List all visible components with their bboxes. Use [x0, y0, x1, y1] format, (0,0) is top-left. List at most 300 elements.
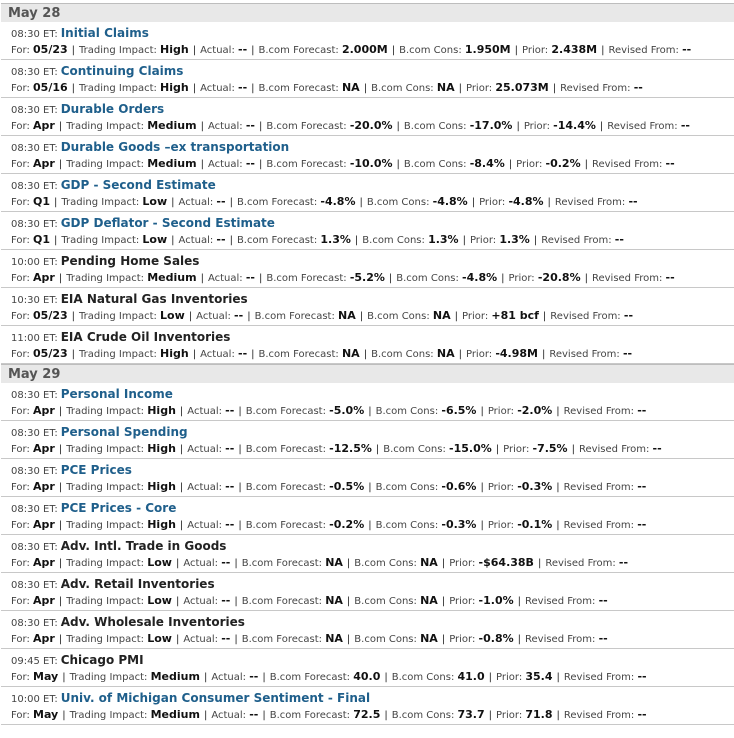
actual-value: --	[225, 404, 235, 417]
impact-value: High	[160, 347, 189, 360]
event-row	[1, 326, 734, 364]
event-headline	[11, 649, 734, 668]
separator: |	[346, 596, 351, 607]
separator: |	[258, 121, 263, 132]
prior-value: 71.8	[525, 708, 553, 721]
separator: |	[384, 710, 388, 721]
separator: |	[175, 634, 180, 645]
prior-label: Prior:	[449, 596, 476, 607]
separator: |	[556, 520, 560, 531]
impact-label: Trading Impact:	[69, 672, 148, 683]
separator: |	[480, 520, 484, 531]
forecast-label: B.com Forecast:	[241, 596, 322, 607]
revised-label: Revised From:	[563, 520, 635, 531]
event-time: 09:45 ET:	[11, 656, 58, 667]
event-row	[1, 212, 734, 250]
for-value: Apr	[33, 404, 55, 417]
revised-value: --	[637, 404, 647, 417]
for-value: Apr	[33, 594, 55, 607]
prior-value: -2.0%	[517, 404, 553, 417]
separator: |	[238, 406, 242, 417]
event-row	[1, 497, 734, 535]
for-value: Apr	[33, 442, 55, 455]
event-row	[1, 421, 734, 459]
separator: |	[179, 520, 184, 531]
separator: |	[480, 406, 484, 417]
actual-value: --	[234, 309, 244, 322]
prior-value: +81 bcf	[491, 309, 539, 322]
separator: |	[556, 406, 560, 417]
actual-label: Actual:	[187, 520, 222, 531]
separator: |	[258, 159, 263, 170]
for-label: For:	[11, 349, 30, 360]
revised-value: --	[637, 518, 647, 531]
forecast-label: B.com Forecast:	[245, 406, 326, 417]
revised-label: Revised From:	[591, 273, 663, 284]
separator: |	[547, 197, 551, 208]
prior-label: Prior:	[449, 558, 476, 569]
actual-value: --	[221, 594, 231, 607]
consensus-value: -6.5%	[441, 404, 477, 417]
consensus-value: NA	[436, 81, 455, 94]
prior-value: 25.073M	[495, 81, 549, 94]
for-label: For:	[11, 273, 30, 284]
day-header: May 28	[1, 3, 734, 22]
separator: |	[179, 444, 184, 455]
consensus-label: B.com Cons:	[403, 121, 467, 132]
separator: |	[58, 121, 63, 132]
event-title-link[interactable]: Personal Income	[60, 387, 173, 401]
actual-value: --	[245, 271, 255, 284]
consensus-label: B.com Cons:	[366, 197, 430, 208]
separator: |	[229, 197, 233, 208]
revised-value: --	[622, 347, 633, 360]
event-title-link[interactable]: Continuing Claims	[60, 64, 184, 78]
separator: |	[251, 349, 255, 360]
prior-value: -0.3%	[517, 480, 553, 493]
revised-value: --	[682, 43, 692, 56]
separator: |	[188, 311, 193, 322]
revised-label: Revised From:	[549, 349, 620, 360]
for-value: Apr	[33, 157, 55, 170]
event-details	[11, 79, 734, 96]
revised-value: --	[637, 480, 647, 493]
separator: |	[517, 596, 521, 607]
event-time: 10:30 ET:	[11, 295, 58, 306]
event-details	[11, 231, 734, 248]
event-details	[11, 554, 734, 571]
revised-value: --	[680, 119, 690, 132]
separator: |	[200, 273, 204, 284]
event-row	[1, 98, 734, 136]
separator: |	[54, 235, 58, 246]
separator: |	[480, 482, 484, 493]
separator: |	[238, 520, 242, 531]
separator: |	[200, 121, 204, 132]
event-title: Chicago PMI	[60, 653, 144, 667]
event-details	[11, 630, 734, 647]
separator: |	[58, 482, 63, 493]
revised-value: --	[665, 271, 675, 284]
prior-label: Prior:	[449, 634, 476, 645]
revised-label: Revised From:	[560, 83, 631, 94]
separator: |	[391, 45, 396, 56]
consensus-label: B.com Cons:	[375, 482, 439, 493]
impact-value: High	[160, 81, 189, 94]
impact-label: Trading Impact:	[79, 349, 157, 360]
separator: |	[179, 482, 184, 493]
consensus-label: B.com Cons:	[354, 634, 417, 645]
for-value: 05/23	[33, 43, 68, 56]
for-label: For:	[11, 83, 30, 94]
separator: |	[556, 672, 560, 683]
separator: |	[599, 121, 604, 132]
impact-label: Trading Impact:	[66, 406, 145, 417]
forecast-value: NA	[341, 81, 360, 94]
consensus-value: NA	[420, 594, 438, 607]
event-time: 08:30 ET:	[11, 428, 58, 439]
separator: |	[441, 634, 446, 645]
event-time: 08:30 ET:	[11, 542, 58, 553]
prior-label: Prior:	[462, 311, 489, 322]
prior-label: Prior:	[487, 520, 514, 531]
separator: |	[571, 444, 575, 455]
impact-label: Trading Impact:	[69, 710, 148, 721]
prior-value: -14.4%	[553, 119, 596, 132]
consensus-label: B.com Cons:	[403, 159, 467, 170]
for-value: May	[33, 670, 59, 683]
for-label: For:	[11, 710, 30, 721]
event-row	[1, 174, 734, 212]
forecast-label: B.com Forecast:	[245, 482, 326, 493]
revised-label: Revised From:	[578, 444, 650, 455]
actual-label: Actual:	[187, 444, 222, 455]
revised-label: Revised From:	[554, 197, 626, 208]
consensus-label: B.com Cons:	[391, 672, 455, 683]
separator: |	[262, 672, 266, 683]
event-time: 08:30 ET:	[11, 504, 58, 515]
separator: |	[533, 235, 538, 246]
impact-label: Trading Impact:	[61, 197, 140, 208]
for-label: For:	[11, 444, 30, 455]
actual-label: Actual:	[187, 482, 222, 493]
actual-value: --	[225, 442, 235, 455]
actual-value: --	[216, 195, 226, 208]
event-title: EIA Crude Oil Inventories	[60, 330, 231, 344]
forecast-label: B.com Forecast:	[266, 159, 347, 170]
event-title-link[interactable]: PCE Prices	[60, 463, 132, 477]
consensus-value: -17.0%	[469, 119, 513, 132]
forecast-value: -0.5%	[329, 480, 365, 493]
separator: |	[388, 273, 393, 284]
for-label: For:	[11, 596, 30, 607]
separator: |	[354, 235, 359, 246]
prior-label: Prior:	[479, 197, 506, 208]
event-title-link[interactable]: Durable Orders	[60, 102, 165, 116]
revised-label: Revised From:	[550, 311, 621, 322]
actual-value: --	[249, 708, 259, 721]
event-headline	[11, 174, 734, 193]
event-details	[11, 345, 734, 362]
prior-label: Prior:	[487, 482, 514, 493]
actual-label: Actual:	[200, 83, 235, 94]
separator: |	[58, 558, 63, 569]
consensus-label: B.com Cons:	[354, 596, 417, 607]
separator: |	[363, 349, 368, 360]
event-details	[11, 269, 734, 286]
separator: |	[516, 121, 520, 132]
impact-label: Trading Impact:	[79, 83, 157, 94]
event-time: 08:30 ET:	[11, 105, 58, 116]
actual-value: --	[238, 81, 248, 94]
separator: |	[71, 349, 76, 360]
actual-value: --	[221, 556, 231, 569]
prior-value: -4.8%	[508, 195, 544, 208]
forecast-value: 72.5	[353, 708, 381, 721]
event-time: 11:00 ET:	[11, 333, 58, 344]
event-row	[1, 250, 734, 288]
separator: |	[368, 482, 372, 493]
separator: |	[488, 672, 493, 683]
consensus-value: NA	[436, 347, 455, 360]
impact-value: Low	[142, 195, 168, 208]
separator: |	[203, 672, 208, 683]
consensus-value: 73.7	[457, 708, 485, 721]
prior-label: Prior:	[469, 235, 497, 246]
event-row	[1, 459, 734, 497]
actual-label: Actual:	[207, 273, 243, 284]
separator: |	[384, 672, 388, 683]
forecast-label: B.com Forecast:	[269, 710, 351, 721]
prior-value: -20.8%	[537, 271, 581, 284]
consensus-value: -4.8%	[462, 271, 498, 284]
for-label: For:	[11, 672, 30, 683]
impact-value: High	[147, 404, 176, 417]
separator: |	[441, 596, 446, 607]
event-headline	[11, 98, 734, 117]
event-details	[11, 478, 734, 495]
separator: |	[200, 159, 204, 170]
consensus-label: B.com Cons:	[362, 235, 425, 246]
separator: |	[58, 444, 63, 455]
event-details	[11, 117, 734, 134]
forecast-value: NA	[338, 309, 356, 322]
for-value: Apr	[33, 556, 55, 569]
event-title-link[interactable]: Initial Claims	[60, 26, 149, 40]
event-headline	[11, 22, 734, 41]
for-label: For:	[11, 121, 30, 132]
consensus-label: B.com Cons:	[391, 710, 455, 721]
event-time: 08:30 ET:	[11, 67, 58, 78]
actual-label: Actual:	[178, 197, 214, 208]
for-label: For:	[11, 558, 30, 569]
impact-label: Trading Impact:	[66, 159, 145, 170]
separator: |	[171, 197, 175, 208]
actual-value: --	[238, 43, 248, 56]
separator: |	[556, 710, 560, 721]
separator: |	[556, 482, 560, 493]
impact-value: Medium	[147, 271, 197, 284]
separator: |	[58, 273, 63, 284]
consensus-label: B.com Cons:	[383, 444, 446, 455]
consensus-label: B.com Cons:	[371, 83, 434, 94]
event-headline	[11, 497, 734, 516]
event-title-link[interactable]: Univ. of Michigan Consumer Sentiment - Final	[60, 691, 371, 705]
event-time: 08:30 ET:	[11, 219, 58, 230]
event-title-link[interactable]: PCE Prices - Core	[60, 501, 177, 515]
revised-label: Revised From:	[563, 672, 635, 683]
revised-label: Revised From:	[563, 406, 635, 417]
forecast-label: B.com Forecast:	[241, 558, 322, 569]
forecast-value: -5.2%	[349, 271, 385, 284]
revised-label: Revised From:	[525, 634, 596, 645]
event-time: 10:00 ET:	[11, 257, 58, 268]
impact-value: High	[147, 442, 176, 455]
event-row	[1, 288, 734, 326]
event-details	[11, 440, 734, 457]
consensus-value: -8.4%	[469, 157, 505, 170]
consensus-label: B.com Cons:	[396, 273, 459, 284]
separator: |	[58, 406, 63, 417]
prior-value: 2.438M	[551, 43, 598, 56]
separator: |	[359, 197, 363, 208]
event-details	[11, 516, 734, 533]
for-label: For:	[11, 235, 30, 246]
for-value: Apr	[33, 518, 55, 531]
consensus-label: B.com Cons:	[371, 349, 434, 360]
for-value: 05/16	[33, 81, 68, 94]
impact-label: Trading Impact:	[66, 596, 145, 607]
forecast-value: -0.2%	[329, 518, 365, 531]
separator: |	[62, 710, 66, 721]
revised-label: Revised From:	[563, 710, 635, 721]
separator: |	[58, 520, 63, 531]
impact-label: Trading Impact:	[66, 634, 145, 645]
event-headline	[11, 326, 734, 345]
separator: |	[552, 83, 557, 94]
separator: |	[542, 311, 547, 322]
event-row	[1, 611, 734, 649]
consensus-label: B.com Cons:	[367, 311, 430, 322]
revised-value: --	[628, 195, 638, 208]
impact-value: High	[147, 480, 176, 493]
forecast-label: B.com Forecast:	[258, 349, 339, 360]
consensus-label: B.com Cons:	[375, 520, 439, 531]
consensus-value: NA	[432, 309, 451, 322]
prior-value: -0.8%	[478, 632, 514, 645]
separator: |	[584, 159, 588, 170]
event-title: Adv. Retail Inventories	[60, 577, 215, 591]
event-headline	[11, 288, 734, 307]
separator: |	[517, 634, 521, 645]
separator: |	[71, 83, 76, 94]
forecast-value: 2.000M	[341, 43, 388, 56]
forecast-label: B.com Forecast:	[245, 520, 326, 531]
impact-value: High	[147, 518, 176, 531]
event-row	[1, 687, 734, 725]
event-headline	[11, 535, 734, 554]
prior-label: Prior:	[487, 406, 514, 417]
actual-label: Actual:	[187, 406, 222, 417]
prior-value: 35.4	[525, 670, 553, 683]
for-label: For:	[11, 45, 30, 56]
separator: |	[175, 596, 180, 607]
separator: |	[346, 634, 351, 645]
separator: |	[192, 83, 197, 94]
impact-label: Trading Impact:	[66, 482, 145, 493]
event-time: 10:00 ET:	[11, 694, 58, 705]
prior-value: -0.2%	[545, 157, 581, 170]
event-details	[11, 668, 734, 685]
separator: |	[171, 235, 175, 246]
event-title: EIA Natural Gas Inventories	[60, 292, 248, 306]
revised-label: Revised From:	[607, 121, 678, 132]
separator: |	[514, 45, 518, 56]
actual-label: Actual:	[211, 710, 247, 721]
separator: |	[251, 45, 255, 56]
impact-value: Low	[142, 233, 168, 246]
for-value: Q1	[33, 195, 51, 208]
event-headline	[11, 687, 734, 706]
impact-label: Trading Impact:	[66, 121, 145, 132]
actual-value: --	[245, 119, 255, 132]
event-title-link[interactable]: GDP Deflator - Second Estimate	[60, 216, 275, 230]
separator: |	[58, 634, 63, 645]
forecast-value: 40.0	[353, 670, 381, 683]
separator: |	[234, 596, 238, 607]
actual-label: Actual:	[183, 558, 219, 569]
event-time: 08:30 ET:	[11, 29, 58, 40]
separator: |	[462, 235, 466, 246]
consensus-label: B.com Cons:	[375, 406, 439, 417]
impact-value: Low	[160, 309, 185, 322]
event-title-link[interactable]: Durable Goods –ex transportation	[60, 140, 290, 154]
event-row	[1, 649, 734, 687]
separator: |	[584, 273, 588, 284]
separator: |	[203, 710, 208, 721]
event-title-link[interactable]: Personal Spending	[60, 425, 188, 439]
actual-value: --	[238, 347, 248, 360]
forecast-value: NA	[325, 632, 343, 645]
actual-value: --	[249, 670, 259, 683]
prior-value: -$64.38B	[478, 556, 534, 569]
forecast-label: B.com Forecast:	[236, 197, 318, 208]
event-headline	[11, 383, 734, 402]
consensus-value: 1.950M	[464, 43, 511, 56]
revised-value: --	[652, 442, 662, 455]
forecast-value: -10.0%	[349, 157, 393, 170]
forecast-value: -12.5%	[329, 442, 372, 455]
event-title-link[interactable]: GDP - Second Estimate	[60, 178, 216, 192]
separator: |	[54, 197, 58, 208]
revised-value: --	[623, 309, 634, 322]
impact-value: Medium	[147, 119, 197, 132]
separator: |	[363, 83, 368, 94]
consensus-value: -4.8%	[432, 195, 468, 208]
impact-value: Medium	[147, 157, 197, 170]
separator: |	[458, 83, 462, 94]
for-label: For:	[11, 482, 30, 493]
event-time: 08:30 ET:	[11, 143, 58, 154]
revised-value: --	[633, 81, 643, 94]
event-headline	[11, 60, 734, 79]
separator: |	[441, 558, 446, 569]
event-row	[1, 136, 734, 174]
separator: |	[541, 349, 546, 360]
separator: |	[454, 311, 459, 322]
for-value: Q1	[33, 233, 51, 246]
for-label: For:	[11, 520, 30, 531]
